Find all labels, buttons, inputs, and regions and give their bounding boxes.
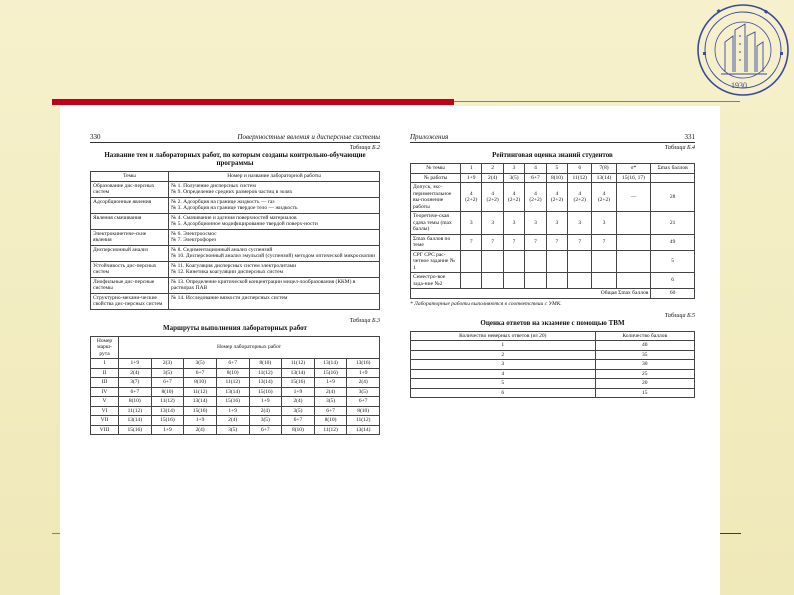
table-b3-label: Таблица Б.3	[349, 317, 380, 324]
route-work-cell: 2(3)	[151, 359, 184, 369]
table-row	[411, 388, 695, 398]
topic-number-cell: 3	[503, 164, 524, 174]
route-work-cell: 3(5)	[249, 416, 282, 426]
scanned-book-page	[60, 106, 720, 595]
route-work-cell: 11(12)	[184, 387, 217, 397]
score-cell: 4 (2+2)	[568, 183, 592, 212]
route-work-cell: 6+7	[282, 416, 315, 426]
route-number-cell: III	[91, 378, 119, 388]
bottom-divider-left	[52, 533, 60, 534]
wrong-answers-cell: 1	[411, 341, 596, 351]
score-cell: 21	[651, 212, 695, 235]
route-work-cell: 2(4)	[282, 397, 315, 407]
route-work-cell: 2(4)	[119, 368, 152, 378]
points-cell: 15	[595, 388, 694, 398]
routes-table	[90, 336, 380, 436]
score-cell	[616, 234, 651, 250]
score-cell: 4 (2+2)	[461, 183, 482, 212]
score-cell: —	[616, 183, 651, 212]
route-work-cell: 1+9	[151, 425, 184, 435]
route-work-cell: 6+7	[347, 397, 380, 407]
score-cell: 49	[651, 234, 695, 250]
route-work-cell: 8(10)	[119, 397, 152, 407]
route-work-cell: 13(14)	[282, 368, 315, 378]
lab-works-cell: № 8. Седиментационный анализ суспензий № 10. Дисперсионный анализ эмульсий (суспензий) методом оптической микроскопии	[169, 245, 380, 261]
route-work-cell: 15(16)	[184, 406, 217, 416]
route-number-cell: VII	[91, 416, 119, 426]
wrong-answers-cell: 3	[411, 360, 596, 370]
topic-number-cell: 2	[482, 164, 503, 174]
route-work-cell: 8(10)	[216, 368, 249, 378]
lab-works-cell: № 11. Коагуляция дисперсных систем электролитами № 12. Кинетика коагуляции дисперсных систем	[169, 261, 380, 277]
topic-cell: Лиофильные дис-персные системы	[91, 277, 169, 293]
table-row	[91, 359, 380, 369]
total-label-cell: Общая Σmax баллов	[411, 289, 651, 299]
route-work-cell: 11(12)	[216, 378, 249, 388]
table-row	[91, 378, 380, 388]
points-cell: 20	[595, 379, 694, 389]
row-header-cell: Допуск, экс-периментальное вы-полнение работы	[411, 183, 461, 212]
table-row	[91, 387, 380, 397]
route-work-cell: 8(10)	[282, 425, 315, 435]
work-number-cell: 3(5)	[503, 173, 524, 183]
route-number-cell: I	[91, 359, 119, 369]
score-cell	[503, 250, 524, 273]
table-b5-label: Таблица Б.5	[664, 312, 695, 319]
table-row	[91, 213, 380, 229]
rating-footnote: * Лабораторные работы выполняются в соответствии с УМК.	[410, 300, 562, 307]
route-work-cell: 2(4)	[216, 416, 249, 426]
right-page	[410, 106, 695, 398]
route-work-cell: 11(12)	[282, 359, 315, 369]
route-number-cell: VIII	[91, 425, 119, 435]
route-work-cell: 2(4)	[249, 406, 282, 416]
lab-works-cell: № 14. Исследование вязкости дисперсных систем	[169, 293, 380, 309]
column-header: Темы	[91, 172, 169, 182]
table-row	[91, 181, 380, 197]
column-header: Количество неверных ответов (из 20)	[411, 331, 596, 341]
score-cell: 3	[461, 212, 482, 235]
route-work-cell: 15(16)	[151, 416, 184, 426]
route-work-cell: 3(5)	[314, 397, 347, 407]
score-cell: 3	[546, 212, 567, 235]
points-cell: 35	[595, 350, 694, 360]
score-cell	[482, 273, 503, 289]
table-row	[411, 183, 695, 212]
topic-number-cell: σ*	[616, 164, 651, 174]
score-cell: 5	[651, 250, 695, 273]
score-cell: 4 (2+2)	[482, 183, 503, 212]
rating-table	[410, 163, 695, 299]
table-row	[411, 212, 695, 235]
lab-works-cell: № 1. Получение дисперсных систем № 9. Определение средних размеров частиц в золях	[169, 181, 380, 197]
running-head-right: Приложения	[410, 133, 449, 141]
score-cell	[482, 250, 503, 273]
row-header-cell: № темы	[411, 164, 461, 174]
route-work-cell: 13(16)	[347, 359, 380, 369]
score-cell	[525, 250, 546, 273]
points-cell: 40	[595, 341, 694, 351]
table-row	[411, 234, 695, 250]
topic-cell: Устойчивость дис-персных систем	[91, 261, 169, 277]
right-page-header	[410, 133, 695, 143]
university-seal-icon	[695, 2, 791, 98]
route-work-cell: 1+9	[119, 359, 152, 369]
score-cell: 3	[592, 212, 616, 235]
route-number-cell: V	[91, 397, 119, 407]
points-cell: 25	[595, 369, 694, 379]
route-work-cell: 3(5)	[151, 368, 184, 378]
route-work-cell: 11(12)	[249, 368, 282, 378]
route-number-cell: IV	[91, 387, 119, 397]
route-work-cell: 1+9	[282, 387, 315, 397]
column-header: Номер марш-рута	[91, 336, 119, 359]
running-head-left: Поверхностные явления и дисперсные системы	[237, 133, 380, 141]
work-number-cell: 1+9	[461, 173, 482, 183]
row-header-cell: Σmax баллов по теме	[411, 234, 461, 250]
page-number-right: 331	[684, 133, 695, 141]
score-cell: 3	[503, 212, 524, 235]
table-row	[411, 360, 695, 370]
route-work-cell: 3(5)	[347, 387, 380, 397]
score-cell	[592, 273, 616, 289]
topic-number-cell: 7(8)	[592, 164, 616, 174]
table-row	[411, 250, 695, 273]
route-number-cell: II	[91, 368, 119, 378]
score-cell	[461, 273, 482, 289]
topic-number-cell: 1	[461, 164, 482, 174]
score-cell: 28	[651, 183, 695, 212]
table-row	[91, 293, 380, 309]
route-work-cell: 8(10)	[314, 416, 347, 426]
topic-cell: Образование дис-персных систем	[91, 181, 169, 197]
score-cell	[546, 250, 567, 273]
table-row	[91, 368, 380, 378]
route-work-cell: 3(7)	[119, 378, 152, 388]
route-work-cell: 8(10)	[151, 387, 184, 397]
route-work-cell: 6+7	[249, 425, 282, 435]
topic-cell: Явления смачивания	[91, 213, 169, 229]
score-cell: 7	[503, 234, 524, 250]
route-work-cell: 3(5)	[184, 359, 217, 369]
route-work-cell: 3(5)	[216, 425, 249, 435]
route-work-cell: 15(16)	[314, 368, 347, 378]
row-header-cell: Теоретиче-ская сдача темы (max баллы)	[411, 212, 461, 235]
table-row	[411, 164, 695, 174]
svg-text:1930: 1930	[731, 81, 747, 90]
score-cell: 7	[592, 234, 616, 250]
table-row	[411, 341, 695, 351]
score-cell: 4 (2+2)	[525, 183, 546, 212]
table-b4-title: Рейтинговая оценка знаний студентов	[492, 151, 613, 159]
table-b2-title: Название тем и лабораторных работ, по которым созданы контрольно-обучающие программы	[104, 151, 366, 167]
route-work-cell: 1+9	[184, 416, 217, 426]
route-work-cell: 11(12)	[314, 425, 347, 435]
topic-number-cell: 5	[546, 164, 567, 174]
points-cell: 30	[595, 360, 694, 370]
left-page	[90, 106, 380, 435]
table-row	[91, 197, 380, 213]
table-b5-title: Оценка ответов на экзамене с помощью ТВМ	[480, 318, 625, 327]
column-header: Количество баллов	[595, 331, 694, 341]
topic-number-cell: Σmax баллов	[651, 164, 695, 174]
accent-bar	[52, 99, 454, 105]
route-work-cell: 11(12)	[151, 397, 184, 407]
table-row	[91, 416, 380, 426]
table-row	[91, 425, 380, 435]
score-cell: 3	[482, 212, 503, 235]
score-cell: 7	[546, 234, 567, 250]
page-number-left: 330	[90, 133, 101, 141]
work-number-cell: 11(12)	[568, 173, 592, 183]
route-work-cell: 1+9	[216, 406, 249, 416]
topic-cell: Адсорбционные явления	[91, 197, 169, 213]
table-row	[411, 273, 695, 289]
route-work-cell: 11(12)	[347, 416, 380, 426]
score-cell: 7	[461, 234, 482, 250]
route-work-cell: 3(5)	[282, 406, 315, 416]
score-cell	[503, 273, 524, 289]
topic-cell: Электрокинетиче-ские явления	[91, 229, 169, 245]
score-cell: 7	[568, 234, 592, 250]
table-row	[411, 173, 695, 183]
topic-cell: Дисперсионный анализ	[91, 245, 169, 261]
table-row	[91, 406, 380, 416]
wrong-answers-cell: 6	[411, 388, 596, 398]
score-cell	[616, 273, 651, 289]
table-row	[411, 379, 695, 389]
topic-cell: Структурно-механи-ческие свойства дис-персных систем	[91, 293, 169, 309]
table-row	[411, 369, 695, 379]
topics-table	[90, 171, 380, 310]
score-cell: 3	[525, 212, 546, 235]
column-header: Номер и название лабораторной работы	[169, 172, 380, 182]
route-work-cell: 1+9	[249, 397, 282, 407]
row-header-cell: № работы	[411, 173, 461, 183]
route-work-cell: 6+7	[119, 387, 152, 397]
topic-number-cell: 4	[525, 164, 546, 174]
row-header-cell: СРГ СРС рас-четное задание № 1	[411, 250, 461, 273]
score-cell: 4 (2+2)	[546, 183, 567, 212]
route-work-cell: 13(14)	[347, 425, 380, 435]
score-cell: 6	[651, 273, 695, 289]
route-work-cell: 11(12)	[119, 406, 152, 416]
wrong-answers-cell: 4	[411, 369, 596, 379]
score-cell	[616, 212, 651, 235]
score-cell	[616, 250, 651, 273]
score-cell	[546, 273, 567, 289]
score-cell: 7	[482, 234, 503, 250]
score-cell: 7	[525, 234, 546, 250]
route-work-cell: 8(10)	[249, 359, 282, 369]
route-work-cell: 15(16)	[282, 378, 315, 388]
table-row	[91, 229, 380, 245]
lab-works-cell: № 13. Определение критической концентрации мицел-лообразования (ККМ) в растворах ПАВ	[169, 277, 380, 293]
route-work-cell: 8(10)	[184, 378, 217, 388]
table-b2-label: Таблица Б.2	[349, 145, 380, 151]
route-work-cell: 2(4)	[347, 378, 380, 388]
total-value-cell: 60	[651, 289, 695, 299]
lab-works-cell: № 2. Адсорбция на границе жидкость — газ № 3. Адсорбция на границе твердое тело — жидкость	[169, 197, 380, 213]
divider-line	[454, 101, 740, 102]
score-cell	[461, 250, 482, 273]
route-work-cell: 6+7	[216, 359, 249, 369]
work-number-cell: 8(10)	[546, 173, 567, 183]
score-cell: 4 (2+2)	[503, 183, 524, 212]
route-work-cell: 13(14)	[151, 406, 184, 416]
work-number-cell: 13(14)	[592, 173, 616, 183]
table-row	[411, 289, 695, 299]
route-number-cell: VI	[91, 406, 119, 416]
work-number-cell: 6+7	[525, 173, 546, 183]
score-cell	[568, 250, 592, 273]
route-work-cell: 2(4)	[184, 425, 217, 435]
score-cell: 4 (2+2)	[592, 183, 616, 212]
route-work-cell: 13(14)	[184, 397, 217, 407]
table-row	[91, 261, 380, 277]
route-work-cell: 6+7	[184, 368, 217, 378]
table-b3-title: Маршруты выполнения лабораторных работ	[163, 323, 307, 332]
work-number-cell: 2(4)	[482, 173, 503, 183]
work-number-cell	[651, 173, 695, 183]
route-work-cell: 13(14)	[249, 378, 282, 388]
score-cell: 3	[568, 212, 592, 235]
table-row	[91, 397, 380, 407]
route-work-cell: 13(14)	[119, 416, 152, 426]
route-work-cell: 1+9	[314, 378, 347, 388]
exam-table	[410, 331, 695, 399]
route-work-cell: 8(10)	[347, 406, 380, 416]
table-row	[411, 350, 695, 360]
lab-works-cell: № 6. Электроосмос № 7. Электрофорез	[169, 229, 380, 245]
route-work-cell: 15(16)	[249, 387, 282, 397]
route-work-cell: 6+7	[151, 378, 184, 388]
score-cell	[592, 250, 616, 273]
route-work-cell: 15(16)	[216, 397, 249, 407]
wrong-answers-cell: 2	[411, 350, 596, 360]
table-row	[91, 277, 380, 293]
left-page-header	[90, 133, 380, 143]
row-header-cell: Семестро-вое зада-ние №2	[411, 273, 461, 289]
wrong-answers-cell: 5	[411, 379, 596, 389]
score-cell	[568, 273, 592, 289]
route-work-cell: 13(14)	[216, 387, 249, 397]
route-work-cell: 6+7	[314, 406, 347, 416]
table-b4-label: Таблица Б.4	[664, 145, 695, 151]
column-header: Номер лабораторных работ	[119, 336, 380, 359]
topic-number-cell: 6	[568, 164, 592, 174]
route-work-cell: 2(4)	[314, 387, 347, 397]
work-number-cell: 15(16, 17)	[616, 173, 651, 183]
route-work-cell: 13(14)	[314, 359, 347, 369]
score-cell	[525, 273, 546, 289]
route-work-cell: 1+9	[347, 368, 380, 378]
table-row	[91, 245, 380, 261]
route-work-cell: 15(16)	[119, 425, 152, 435]
lab-works-cell: № 4. Смачивание и адгезия поверхностей материалов № 5. Адсорбционное модифицирование твердой поверх-ности	[169, 213, 380, 229]
